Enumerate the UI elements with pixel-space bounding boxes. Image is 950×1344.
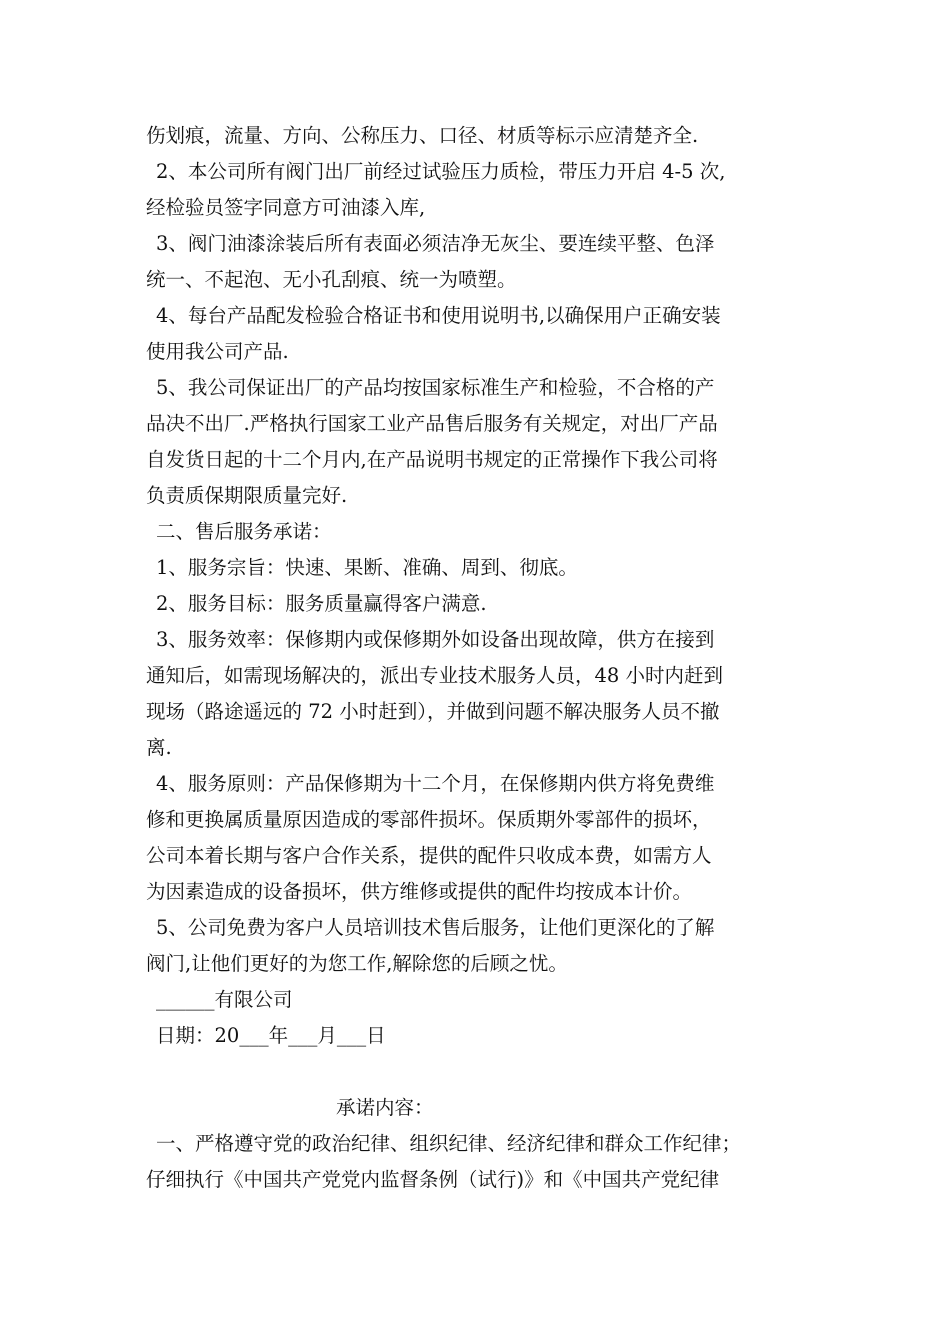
text-line-6: 4、每台产品配发检验合格证书和使用说明书,以确保用户正确安装	[156, 304, 721, 327]
text-line-20: 修和更换属质量原因造成的零部件损坏。保质期外零部件的损坏，	[146, 808, 712, 831]
text-line-2: 2、本公司所有阀门出厂前经过试验压力质检，带压力开启 4-5 次,	[156, 160, 726, 183]
text-line-5: 统一、不起泡、无小孔刮痕、统一为喷塑。	[146, 268, 517, 291]
text-line-8: 5、我公司保证出厂的产品均按国家标准生产和检验，不合格的产	[156, 376, 715, 399]
text-line-11: 负责质保期限质量完好.	[146, 484, 348, 507]
text-line-1: 伤划痕，流量、方向、公称压力、口径、材质等标示应清楚齐全.	[146, 124, 699, 147]
text-line-3: 经检验员签字同意方可油漆入库,	[146, 196, 426, 219]
text-line-17: 现场（路途遥远的 72 小时赶到），并做到问题不解决服务人员不撤	[146, 700, 720, 723]
text-line-13: 1、服务宗旨：快速、果断、准确、周到、彻底。	[156, 556, 578, 579]
text-line-4: 3、阀门油漆涂装后所有表面必须洁净无灰尘、要连续平整、色泽	[156, 232, 715, 255]
text-line-18: 离.	[146, 736, 172, 759]
commitment-line-1: 一、严格遵守党的政治纪律、组织纪律、经济纪律和群众工作纪律；	[156, 1132, 742, 1155]
blank-spacer	[146, 1054, 810, 1090]
commitment-line-2: 仔细执行《中国共产党党内监督条例（试行)》和《中国共产党纪律	[146, 1168, 720, 1191]
text-line-9: 品决不出厂.严格执行国家工业产品售后服务有关规定，对出厂产品	[146, 412, 718, 435]
text-line-14: 2、服务目标：服务质量赢得客户满意.	[156, 592, 487, 615]
text-line-23: 5、公司免费为客户人员培训技术售后服务，让他们更深化的了解	[156, 916, 715, 939]
commitment-heading: 承诺内容：	[336, 1096, 434, 1119]
text-line-16: 通知后，如需现场解决的，派出专业技术服务人员，48 小时内赶到	[146, 664, 724, 687]
text-line-15: 3、服务效率：保修期内或保修期外如设备出现故障，供方在接到	[156, 628, 715, 651]
text-line-10: 自发货日起的十二个月内,在产品说明书规定的正常操作下我公司将	[146, 448, 718, 471]
company-signature-line: ______有限公司	[156, 988, 293, 1011]
document-body	[146, 118, 810, 1198]
text-line-7: 使用我公司产品.	[146, 340, 289, 363]
date-line: 日期：20___年___月___日	[156, 1024, 386, 1047]
text-line-19: 4、服务原则：产品保修期为十二个月，在保修期内供方将免费维	[156, 772, 715, 795]
section-heading-after-sales: 二、售后服务承诺：	[156, 520, 332, 543]
text-line-21: 公司本着长期与客户合作关系，提供的配件只收成本费，如需方人	[146, 844, 712, 867]
text-line-24: 阀门,让他们更好的为您工作,解除您的后顾之忧。	[146, 952, 568, 975]
text-line-22: 为因素造成的设备损坏，供方维修或提供的配件均按成本计价。	[146, 880, 693, 903]
